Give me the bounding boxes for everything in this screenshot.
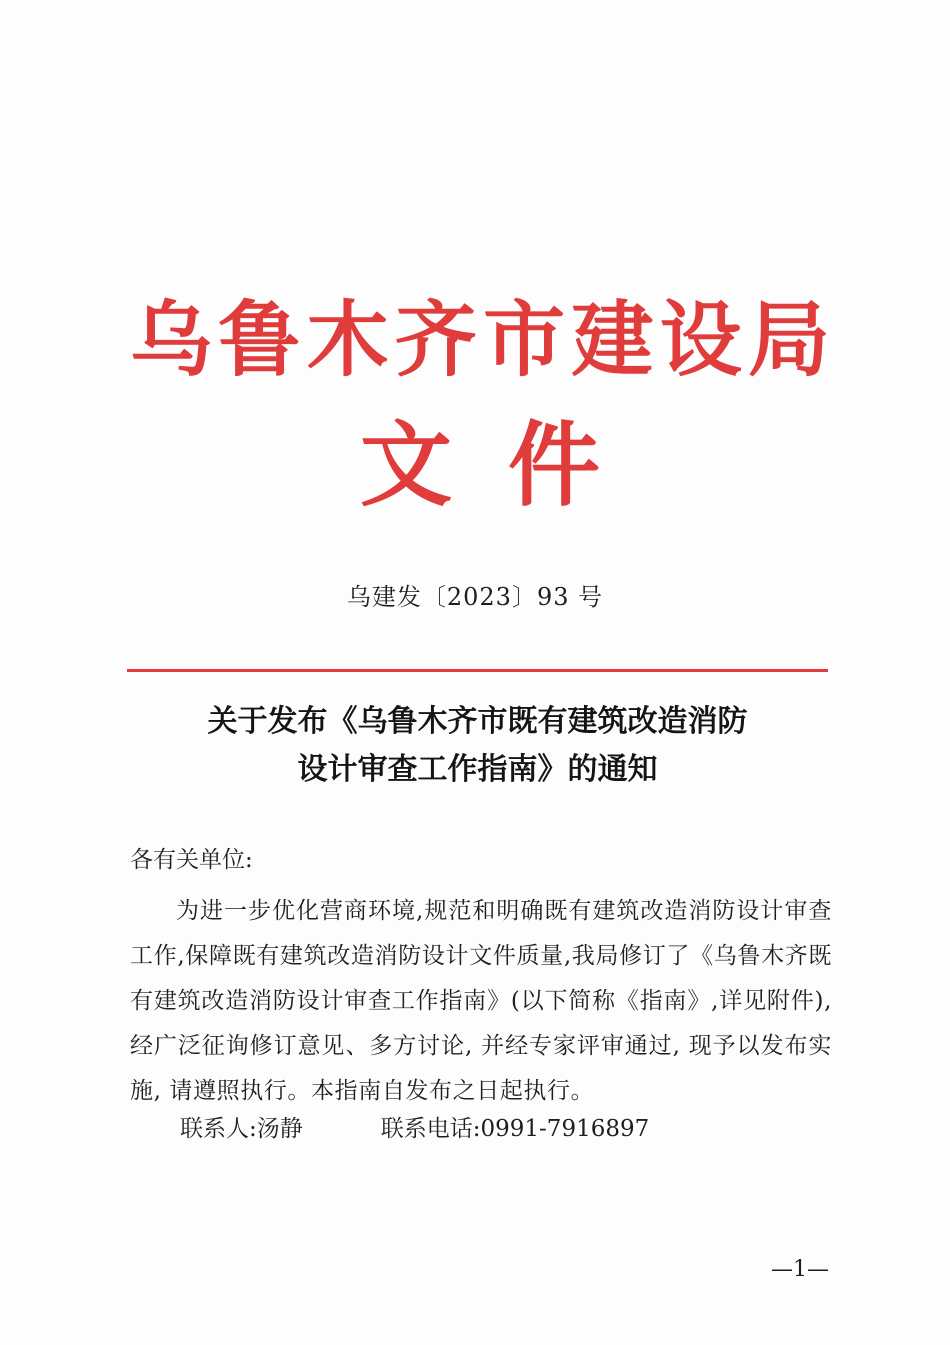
issuer-char: 乌 bbox=[130, 292, 213, 388]
notice-title bbox=[120, 698, 835, 794]
title-line-1: 关于发布《乌鲁木齐市既有建筑改造消防 bbox=[207, 704, 748, 739]
issuer-char: 局 bbox=[747, 292, 830, 388]
doc-word-char: 件 bbox=[508, 411, 601, 519]
contact-phone-number: 0991-7916897 bbox=[480, 1116, 650, 1142]
document-number: 乌建发〔2023〕93 号 bbox=[346, 583, 604, 611]
issuer-header bbox=[130, 290, 830, 390]
red-divider bbox=[127, 669, 828, 672]
contact-person-label: 联系人: bbox=[180, 1116, 257, 1142]
contact-phone-label: 联系电话: bbox=[380, 1116, 481, 1142]
contact-line bbox=[180, 1111, 649, 1147]
issuer-char: 木 bbox=[306, 292, 389, 388]
issuer-char: 鲁 bbox=[218, 292, 301, 388]
title-line-2: 设计审查工作指南》的通知 bbox=[297, 752, 658, 787]
salutation: 各有关单位: bbox=[130, 847, 253, 873]
issuer-char: 市 bbox=[483, 292, 566, 388]
issuer-char: 设 bbox=[659, 292, 742, 388]
body-paragraph: 为进一步优化营商环境,规范和明确既有建筑改造消防设计审查工作,保障既有建筑改造消防设计文件质量,我局修订了《乌鲁木齐既有建筑改造消防设计审查工作指南》(以下简称《指南》,详见附件), 经广泛征询修订意见、多方讨论, 并经专家评审通过, 现予以发布实施, 请遵照执行。本指南自发布之日起执行。 bbox=[130, 898, 832, 1104]
doc-word-char: 文 bbox=[360, 411, 453, 519]
document-type-heading bbox=[360, 410, 600, 520]
page-number: —1— bbox=[771, 1257, 829, 1282]
contact-person-name: 汤静 bbox=[256, 1116, 303, 1142]
issuer-char: 建 bbox=[571, 292, 654, 388]
issuer-char: 齐 bbox=[394, 292, 477, 388]
